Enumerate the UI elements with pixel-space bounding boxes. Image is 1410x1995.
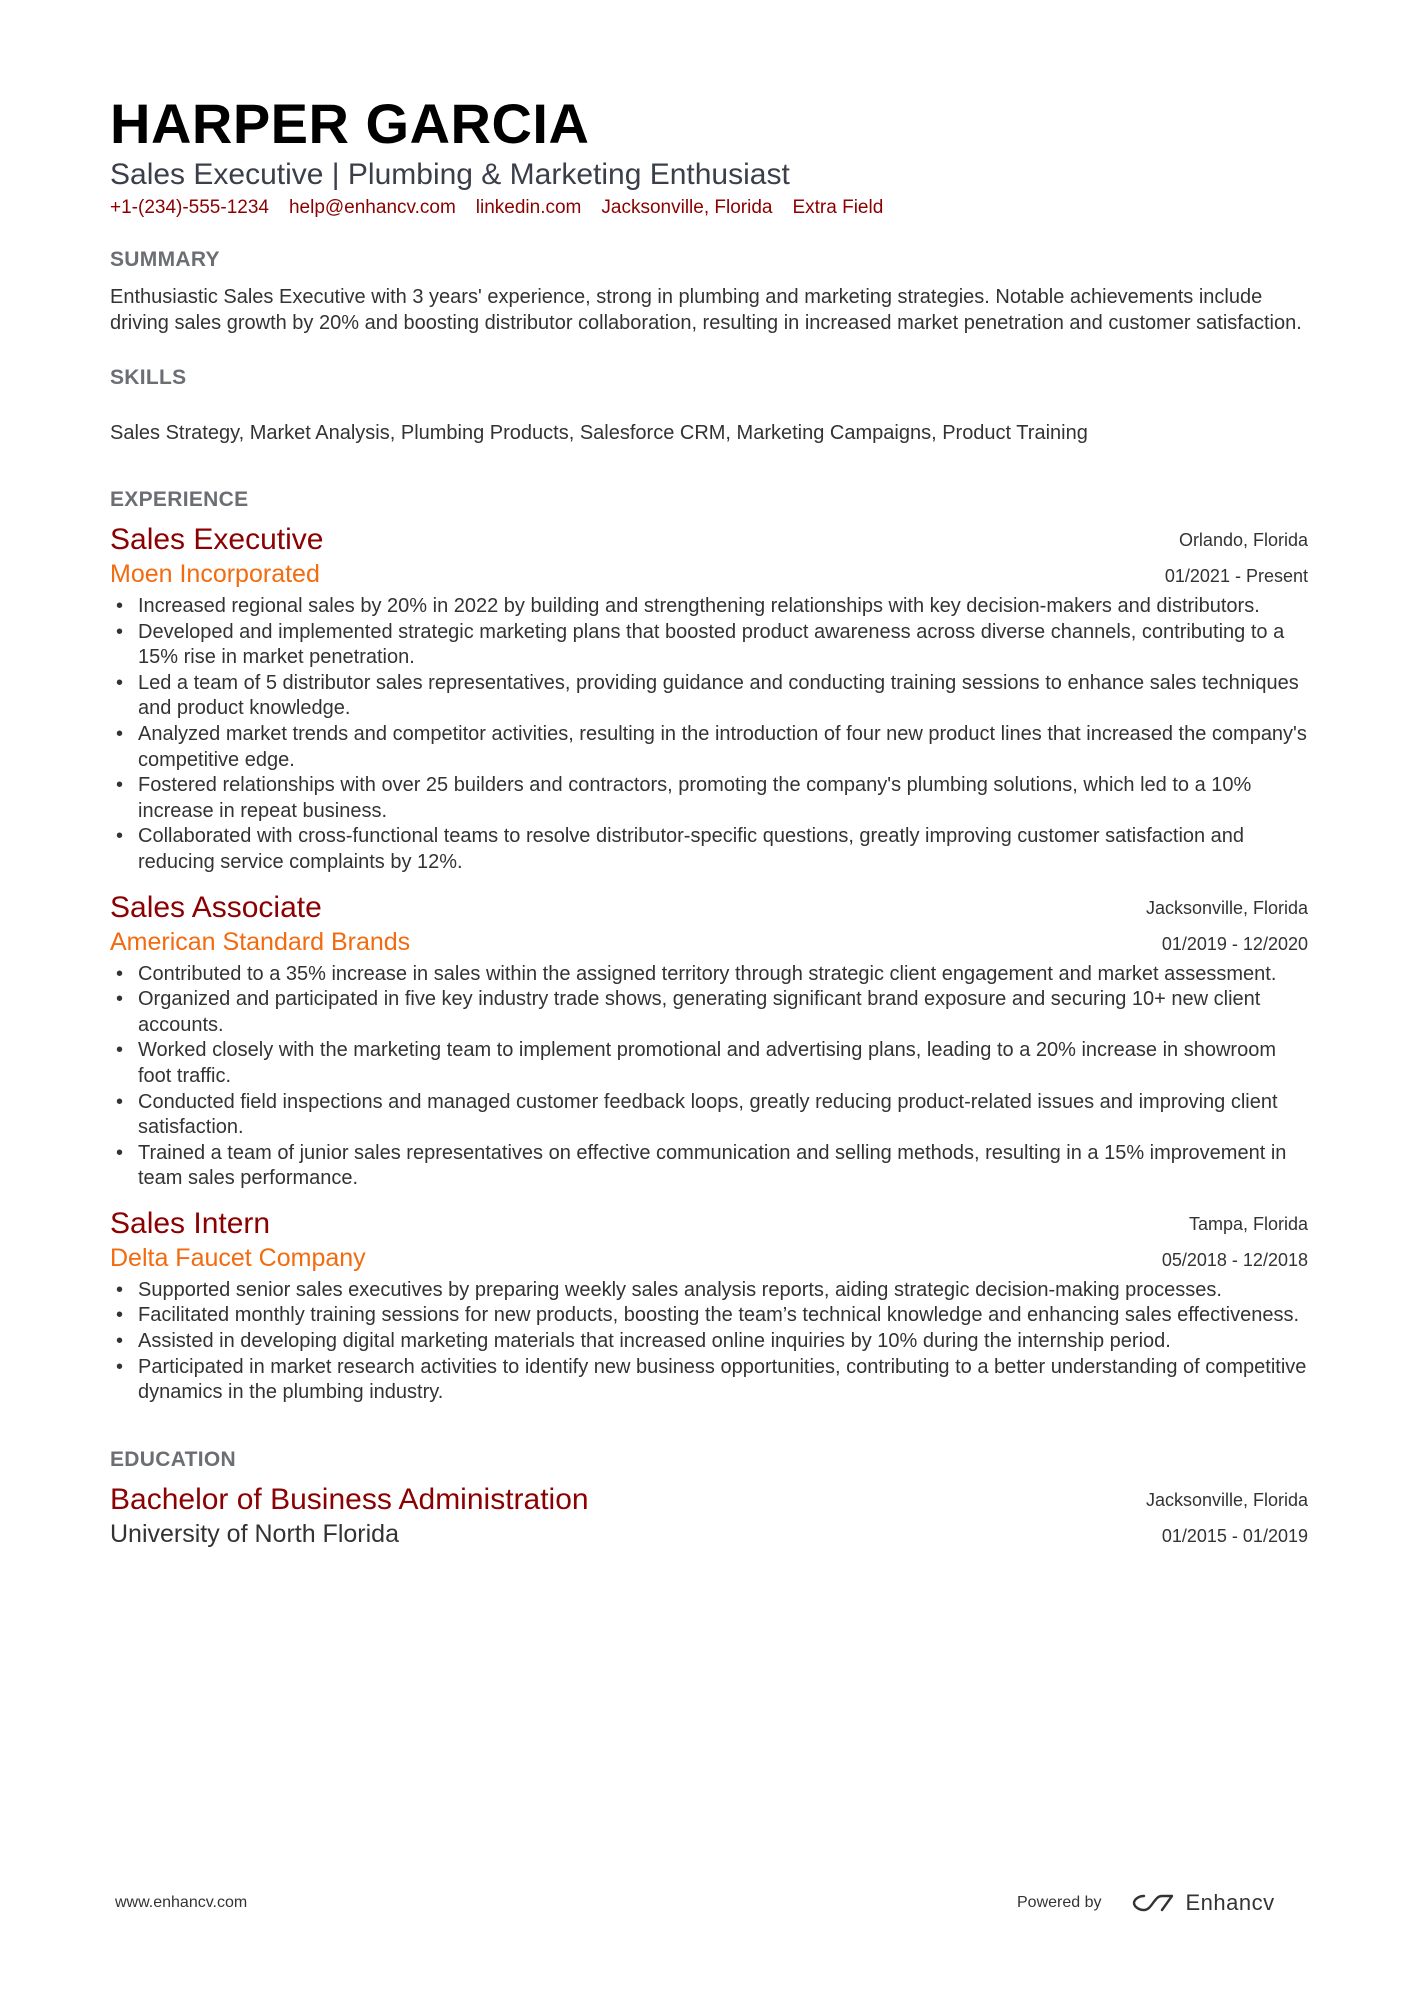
section-title-education: EDUCATION bbox=[110, 1447, 236, 1471]
section-title-experience: EXPERIENCE bbox=[110, 488, 249, 511]
powered-by-badge[interactable] bbox=[1017, 1888, 1275, 1918]
skills-section bbox=[110, 364, 1308, 446]
job-entry bbox=[110, 1206, 1308, 1406]
footer-website-link[interactable]: www.enhancv.com bbox=[115, 1894, 248, 1911]
list-item: • Worked closely with the marketing team to implement promotional and advertising plans, leading to a 20% increase in showroom foot traffic. bbox=[138, 1038, 1308, 1089]
summary-section bbox=[110, 246, 1308, 336]
job-title: Sales Executive bbox=[110, 523, 324, 556]
job-location: Jacksonville, Florida bbox=[1145, 897, 1308, 918]
list-item: • Supported senior sales executives by preparing weekly sales analysis reports, aiding strategic decision-making processes. bbox=[138, 1278, 1308, 1304]
powered-by-label: Powered by bbox=[1017, 1894, 1102, 1911]
list-item: • Collaborated with cross-functional teams to resolve distributor-specific questions, greatly improving customer satisfaction and reducing service complaints by 12%. bbox=[138, 824, 1308, 875]
list-item: • Analyzed market trends and competitor activities, resulting in the introduction of four new product lines that increased the company's competitive edge. bbox=[138, 722, 1308, 773]
list-item: • Increased regional sales by 20% in 2022 by building and strengthening relationships with key decision-makers and distributors. bbox=[138, 594, 1308, 620]
job-title: Sales Associate bbox=[110, 890, 322, 924]
education-section bbox=[110, 1446, 1308, 1550]
job-bullets bbox=[110, 594, 1308, 876]
degree-title: Bachelor of Business Administration bbox=[110, 1482, 589, 1516]
resume-page bbox=[110, 92, 1308, 1550]
education-dates: 01/2015 - 01/2019 bbox=[1161, 1525, 1308, 1546]
school-name: University of North Florida bbox=[110, 1519, 399, 1548]
list-item: • Trained a team of junior sales representatives on effective communication and selling methods, resulting in a 15% improvement in team sales performance. bbox=[138, 1141, 1308, 1192]
enhancv-logo-icon bbox=[1130, 1891, 1176, 1915]
contact-row bbox=[110, 196, 1308, 220]
list-item: • Conducted field inspections and managed customer feedback loops, greatly reducing product-related issues and improving client satisfaction. bbox=[138, 1090, 1308, 1141]
list-item: • Fostered relationships with over 25 builders and contractors, promoting the company's plumbing solutions, which led to a 10% increase in repeat business. bbox=[138, 773, 1308, 824]
education-entry bbox=[110, 1482, 1308, 1550]
job-company: American Standard Brands bbox=[110, 927, 411, 956]
list-item: • Developed and implemented strategic marketing plans that boosted product awareness across diverse channels, contributing to a 15% rise in market penetration. bbox=[138, 620, 1308, 671]
job-dates: 01/2021 - Present bbox=[1164, 566, 1308, 586]
brand-name: Enhancv bbox=[1185, 1890, 1275, 1915]
list-item: • Facilitated monthly training sessions for new products, boosting the team’s technical knowledge and enhancing sales effectiveness. bbox=[138, 1303, 1308, 1329]
extra-field: Extra Field bbox=[792, 197, 884, 218]
list-item: • Participated in market research activities to identify new business opportunities, contributing to a better understanding of competitive dynamics in the plumbing industry. bbox=[138, 1355, 1308, 1406]
candidate-name: HARPER GARCIA bbox=[110, 92, 590, 155]
section-title-summary: SUMMARY bbox=[110, 248, 220, 271]
job-location: Tampa, Florida bbox=[1188, 1213, 1308, 1234]
list-item: • Organized and participated in five key industry trade shows, generating significant brand exposure and securing 10+ new client accounts. bbox=[138, 987, 1308, 1038]
job-title: Sales Intern bbox=[110, 1206, 271, 1240]
education-location: Jacksonville, Florida bbox=[1145, 1489, 1308, 1510]
job-dates: 05/2018 - 12/2018 bbox=[1161, 1249, 1308, 1270]
list-item: • Contributed to a 35% increase in sales within the assigned territory through strategic client engagement and market assessment. bbox=[138, 962, 1308, 988]
job-location: Orlando, Florida bbox=[1178, 530, 1308, 550]
skills-text: Sales Strategy, Market Analysis, Plumbing Products, Salesforce CRM, Marketing Campaigns, Product Training bbox=[110, 422, 1088, 444]
linkedin-link[interactable]: linkedin.com bbox=[475, 197, 582, 218]
job-entry bbox=[110, 890, 1308, 1192]
job-company: Delta Faucet Company bbox=[110, 1243, 366, 1272]
job-dates: 01/2019 - 12/2020 bbox=[1161, 933, 1308, 954]
phone-link[interactable]: +1-(234)-555-1234 bbox=[110, 197, 269, 218]
location-text: Jacksonville, Florida bbox=[601, 197, 773, 218]
job-bullets bbox=[110, 1278, 1308, 1406]
job-entry bbox=[110, 522, 1308, 876]
list-item: • Assisted in developing digital marketing materials that increased online inquiries by 10% during the internship period. bbox=[138, 1329, 1308, 1355]
footer bbox=[0, 1888, 1410, 1918]
email-link[interactable]: help@enhancv.com bbox=[288, 197, 456, 218]
headline: Sales Executive | Plumbing & Marketing Enthusiast bbox=[110, 158, 790, 191]
job-bullets bbox=[110, 962, 1308, 1192]
summary-text: Enthusiastic Sales Executive with 3 years' experience, strong in plumbing and marketing strategies. Notable achievements include driving sales growth by 20% and boosting distributor collaboration, resulting in increased market penetration and customer satisfaction. bbox=[110, 286, 1302, 334]
job-company: Moen Incorporated bbox=[110, 560, 320, 588]
list-item: • Led a team of 5 distributor sales representatives, providing guidance and conducting training sessions to enhance sales techniques and product knowledge. bbox=[138, 671, 1308, 722]
section-title-skills: SKILLS bbox=[110, 366, 187, 389]
experience-section bbox=[110, 486, 1308, 1406]
